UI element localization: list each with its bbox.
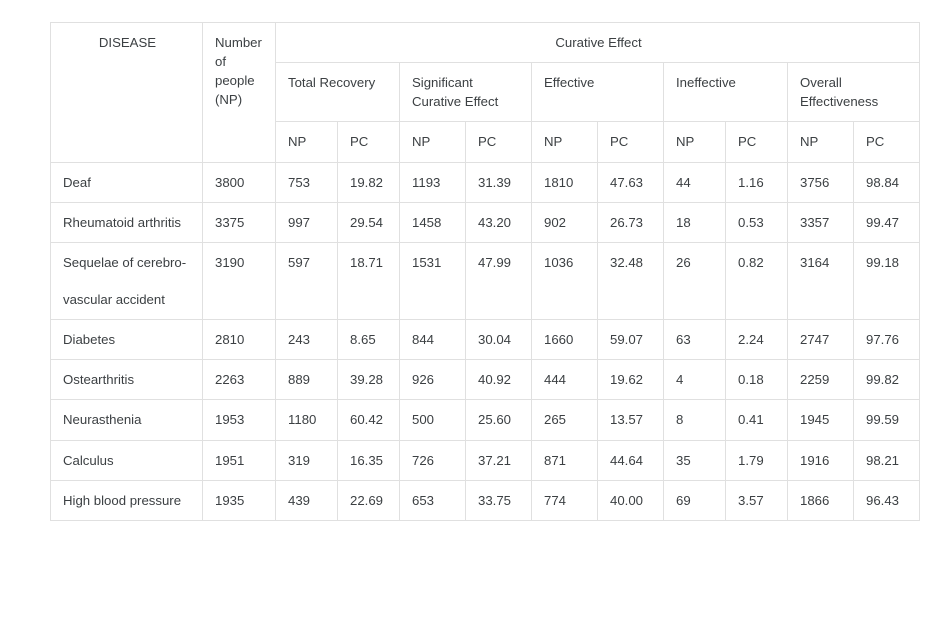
cell-value: 0.53 xyxy=(726,202,788,242)
cell-value: 3.57 xyxy=(726,480,788,520)
cell-disease: Neurasthenia xyxy=(51,400,203,440)
cell-value: 60.42 xyxy=(338,400,400,440)
header-sub-pc-2: PC xyxy=(466,122,532,162)
cell-value: 98.21 xyxy=(854,440,920,480)
cell-np-people: 2810 xyxy=(203,320,276,360)
cell-np-people: 1953 xyxy=(203,400,276,440)
cell-disease xyxy=(51,242,203,319)
cell-np-people: 3800 xyxy=(203,162,276,202)
cell-value: 902 xyxy=(532,202,598,242)
table-row xyxy=(51,162,920,202)
cell-value: 774 xyxy=(532,480,598,520)
cell-value: 31.39 xyxy=(466,162,532,202)
cell-disease-line1: Sequelae of cerebro- xyxy=(63,254,187,270)
header-group-effective: Effective xyxy=(532,63,664,122)
cell-value: 1193 xyxy=(400,162,466,202)
cell-value: 29.54 xyxy=(338,202,400,242)
cell-value: 3164 xyxy=(788,242,854,319)
cell-disease: Deaf xyxy=(51,162,203,202)
cell-value: 0.18 xyxy=(726,360,788,400)
table-row xyxy=(51,440,920,480)
cell-value: 59.07 xyxy=(598,320,664,360)
header-sub-pc-3: PC xyxy=(598,122,664,162)
header-curative-effect: Curative Effect xyxy=(276,23,920,63)
header-number-of-people: Number of people (NP) xyxy=(203,23,276,163)
cell-disease: Rheumatoid arthritis xyxy=(51,202,203,242)
cell-value: 1036 xyxy=(532,242,598,319)
cell-value: 96.43 xyxy=(854,480,920,520)
cell-disease: Calculus xyxy=(51,440,203,480)
cell-value: 13.57 xyxy=(598,400,664,440)
cell-value: 19.62 xyxy=(598,360,664,400)
cell-value: 8.65 xyxy=(338,320,400,360)
cell-value: 0.41 xyxy=(726,400,788,440)
cell-value: 0.82 xyxy=(726,242,788,319)
cell-value: 444 xyxy=(532,360,598,400)
cell-value: 265 xyxy=(532,400,598,440)
cell-value: 99.47 xyxy=(854,202,920,242)
cell-value: 40.00 xyxy=(598,480,664,520)
cell-value: 35 xyxy=(664,440,726,480)
cell-value: 39.28 xyxy=(338,360,400,400)
cell-value: 26 xyxy=(664,242,726,319)
cell-value: 439 xyxy=(276,480,338,520)
cell-value: 926 xyxy=(400,360,466,400)
table-row xyxy=(51,400,920,440)
header-disease: DISEASE xyxy=(51,23,203,163)
header-row-top xyxy=(51,23,920,63)
cell-value: 44.64 xyxy=(598,440,664,480)
header-sub-np-4: NP xyxy=(664,122,726,162)
cell-disease: Ostearthritis xyxy=(51,360,203,400)
cell-value: 97.76 xyxy=(854,320,920,360)
cell-value: 243 xyxy=(276,320,338,360)
cell-value: 8 xyxy=(664,400,726,440)
cell-value: 63 xyxy=(664,320,726,360)
cell-value: 99.82 xyxy=(854,360,920,400)
cell-value: 889 xyxy=(276,360,338,400)
cell-value: 1531 xyxy=(400,242,466,319)
table-head xyxy=(51,23,920,163)
header-sub-pc-4: PC xyxy=(726,122,788,162)
cell-value: 2259 xyxy=(788,360,854,400)
header-sub-np-3: NP xyxy=(532,122,598,162)
header-sub-np-1: NP xyxy=(276,122,338,162)
cell-value: 69 xyxy=(664,480,726,520)
header-sub-np-2: NP xyxy=(400,122,466,162)
cell-value: 47.99 xyxy=(466,242,532,319)
cell-value: 844 xyxy=(400,320,466,360)
cell-value: 1.16 xyxy=(726,162,788,202)
header-group-total-recovery: Total Recovery xyxy=(276,63,400,122)
cell-value: 40.92 xyxy=(466,360,532,400)
header-sub-np-5: NP xyxy=(788,122,854,162)
cell-value: 1.79 xyxy=(726,440,788,480)
cell-value: 25.60 xyxy=(466,400,532,440)
cell-value: 18 xyxy=(664,202,726,242)
spacer xyxy=(63,272,192,290)
cell-value: 19.82 xyxy=(338,162,400,202)
cell-value: 98.84 xyxy=(854,162,920,202)
cell-disease: High blood pressure xyxy=(51,480,203,520)
cell-value: 997 xyxy=(276,202,338,242)
cell-value: 1810 xyxy=(532,162,598,202)
cell-value: 2747 xyxy=(788,320,854,360)
cell-value: 3357 xyxy=(788,202,854,242)
cell-value: 22.69 xyxy=(338,480,400,520)
disease-curative-effect-table xyxy=(50,22,920,521)
cell-disease-line2: vascular accident xyxy=(63,291,165,307)
table-row xyxy=(51,480,920,520)
cell-value: 653 xyxy=(400,480,466,520)
cell-value: 1916 xyxy=(788,440,854,480)
cell-value: 47.63 xyxy=(598,162,664,202)
cell-value: 32.48 xyxy=(598,242,664,319)
table-body xyxy=(51,162,920,520)
cell-value: 1866 xyxy=(788,480,854,520)
header-group-overall-effectiveness: Overall Effectiveness xyxy=(788,63,920,122)
header-sub-pc-5: PC xyxy=(854,122,920,162)
cell-value: 18.71 xyxy=(338,242,400,319)
cell-value: 3756 xyxy=(788,162,854,202)
table-row xyxy=(51,202,920,242)
table-row xyxy=(51,320,920,360)
cell-value: 319 xyxy=(276,440,338,480)
cell-np-people: 3190 xyxy=(203,242,276,319)
cell-value: 26.73 xyxy=(598,202,664,242)
cell-value: 1458 xyxy=(400,202,466,242)
cell-value: 1945 xyxy=(788,400,854,440)
cell-np-people: 2263 xyxy=(203,360,276,400)
cell-value: 99.59 xyxy=(854,400,920,440)
cell-value: 37.21 xyxy=(466,440,532,480)
table-row xyxy=(51,360,920,400)
header-sub-pc-1: PC xyxy=(338,122,400,162)
cell-value: 33.75 xyxy=(466,480,532,520)
cell-value: 500 xyxy=(400,400,466,440)
header-group-ineffective: Ineffective xyxy=(664,63,788,122)
cell-value: 726 xyxy=(400,440,466,480)
cell-np-people: 1951 xyxy=(203,440,276,480)
table-row xyxy=(51,242,920,319)
cell-value: 1660 xyxy=(532,320,598,360)
cell-value: 16.35 xyxy=(338,440,400,480)
cell-value: 597 xyxy=(276,242,338,319)
cell-np-people: 1935 xyxy=(203,480,276,520)
cell-value: 871 xyxy=(532,440,598,480)
cell-value: 2.24 xyxy=(726,320,788,360)
header-group-significant-curative-effect: Significant Curative Effect xyxy=(400,63,532,122)
cell-value: 30.04 xyxy=(466,320,532,360)
cell-np-people: 3375 xyxy=(203,202,276,242)
cell-value: 1180 xyxy=(276,400,338,440)
cell-value: 99.18 xyxy=(854,242,920,319)
cell-value: 4 xyxy=(664,360,726,400)
cell-value: 753 xyxy=(276,162,338,202)
cell-value: 44 xyxy=(664,162,726,202)
cell-value: 43.20 xyxy=(466,202,532,242)
cell-disease: Diabetes xyxy=(51,320,203,360)
